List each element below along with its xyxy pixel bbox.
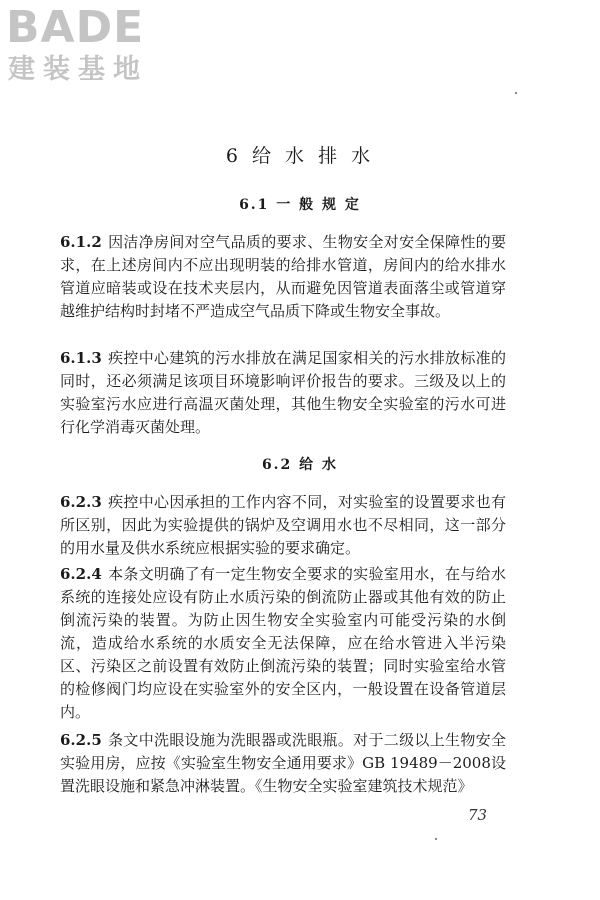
- clause-number: 6.2.4: [60, 565, 102, 583]
- logo: [6, 4, 176, 90]
- clause-text: 疾控中心因承担的工作内容不同，对实验室的设置要求也有所区别，因此为实验提供的锅炉及空调用水也不尽相同，这一部分的用水量及供水系统应根据实验的要求确定。: [60, 493, 506, 557]
- clause-6-1-2: [60, 231, 506, 323]
- clause-text: 条文中洗眼设施为洗眼器或洗眼瓶。对于二级以上生物安全实验用房，应按《实验室生物安全通用要求》GB 19489－2008设置洗眼设施和紧急冲淋装置。《生物安全实验室建筑技术规范》: [60, 731, 506, 795]
- clause-6-2-3: [60, 491, 506, 560]
- clause-6-1-3: [60, 347, 506, 439]
- clause-number: 6.1.3: [60, 349, 102, 367]
- page-number: 73: [468, 806, 488, 824]
- clause-number: 6.1.2: [60, 233, 102, 251]
- logo-subtitle: 建装基地: [8, 54, 148, 85]
- logo-wordmark: BADE: [6, 2, 145, 53]
- clause-number: 6.2.5: [60, 731, 102, 749]
- clause-text: 因洁净房间对空气品质的要求、生物安全对安全保障性的要求，在上述房间内不应出现明装的给排水管道，房间内的给水排水管道应暗装或设在技术夹层内，从而避免因管道表面落尘或管道穿越维护结构时封堵不严造成空气品质下降或生物安全事故。: [60, 233, 506, 320]
- chapter-title: 6 给 水 排 水: [225, 145, 375, 167]
- scan-speck: [515, 92, 517, 94]
- section-title-6-2: 6.2 给 水: [261, 457, 339, 473]
- clause-number: 6.2.3: [60, 493, 102, 511]
- clause-6-2-5: [60, 729, 506, 798]
- clause-text: 本条文明确了有一定生物安全要求的实验室用水，在与给水系统的连接处应设有防止水质污染的倒流防止器或其他有效的防止倒流污染的装置。为防止因生物安全实验室内可能受污染的水倒流，造成给水系统的水质安全无法保障，应在给水管进入半污染区、污染区之前设置有效防止倒流污染的装置；同时实验室给水管的检修阀门均应设在实验室外的安全区内，一般设置在设备管道层内。: [60, 565, 506, 721]
- clause-6-2-4: [60, 563, 506, 724]
- clause-text: 疾控中心建筑的污水排放在满足国家相关的污水排放标准的同时，还必须满足该项目环境影响评价报告的要求。三级及以上的实验室污水应进行高温灭菌处理，其他生物安全实验室的污水可进行化学消毒灭菌处理。: [60, 349, 506, 436]
- scan-speck: [435, 838, 437, 840]
- section-title-6-1: 6.1 一 般 规 定: [239, 197, 361, 213]
